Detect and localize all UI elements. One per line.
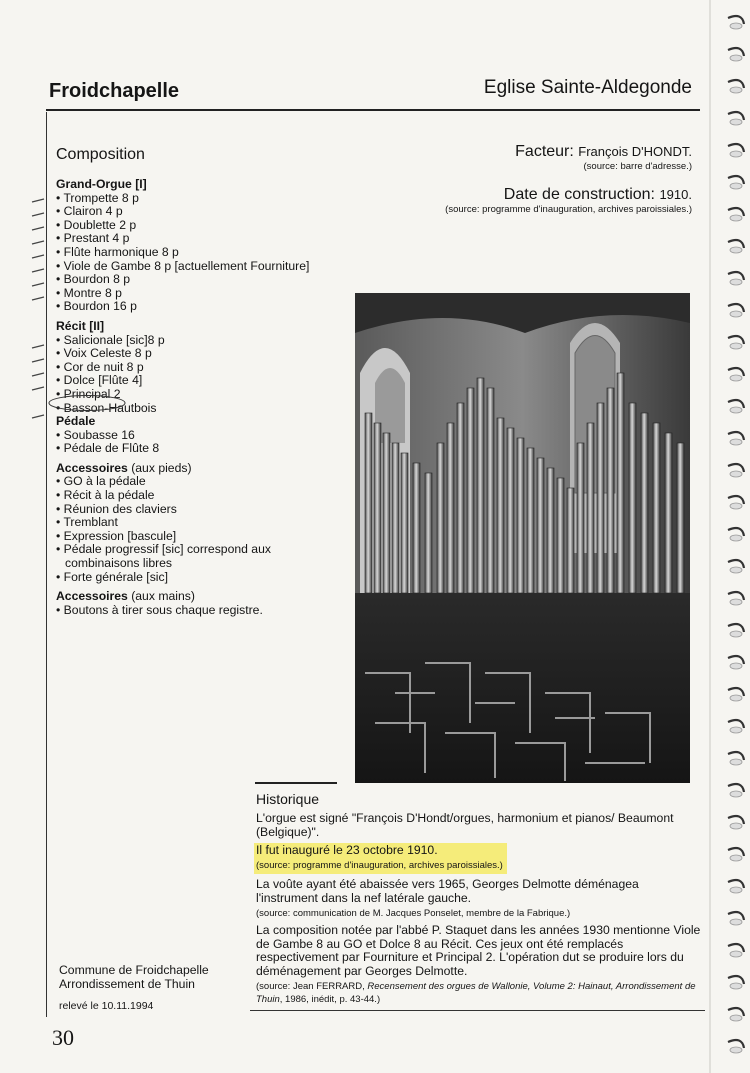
historique-source: [256, 980, 702, 1007]
list-item: • Dolce [Flûte 4]: [56, 374, 346, 388]
historique-source: (source: communication de M. Jacques Ponselet, membre de la Fabrique.): [256, 907, 571, 919]
composition-title: Composition: [56, 146, 145, 163]
accessoires-sub: (aux mains): [131, 589, 195, 604]
recit-heading: Récit [II]: [56, 318, 105, 333]
list-item: • Réunion des claviers: [56, 503, 346, 517]
list-item: • Expression [bascule]: [56, 530, 346, 544]
list-item: • Cor de nuit 8 p: [56, 361, 346, 375]
historique-title: Historique: [256, 791, 320, 807]
facteur-value: François D'HONDT.: [578, 144, 692, 159]
list-item: • Récit à la pédale: [56, 489, 346, 503]
highlighted-text: [254, 843, 507, 874]
commune-line: Arrondissement de Thuin: [59, 977, 195, 991]
list-item: • Doublette 2 p: [56, 219, 346, 233]
list-item: • Tremblant: [56, 516, 346, 530]
page-number: 30: [52, 1025, 74, 1050]
list-item: • Basson-Hautbois: [56, 402, 346, 416]
accessoires-sub: (aux pieds): [131, 460, 192, 475]
accessoires-mains-heading: [56, 590, 346, 604]
facteur-source: (source: barre d'adresse.): [583, 161, 692, 172]
pencil-circle-annotation: [47, 394, 129, 412]
organ-photograph: [355, 293, 690, 783]
list-item: • Clairon 4 p: [56, 205, 346, 219]
historique-text: La composition notée par l'abbé P. Staquet dans les années 1930 mentionne Viole de Gambe 8 au GO et Dolce 8 au Récit. Ces jeux ont été remplacés respectivement par Fourniture et Principal 2. L'opération dut se produire lors du déménagement par Georges Delmotte.: [256, 923, 701, 978]
date-value: 1910.: [659, 187, 692, 202]
list-item: • Principal 2: [56, 388, 346, 402]
date-label: Date de construction:: [503, 186, 655, 203]
list-item: • Pédale de Flûte 8: [56, 442, 346, 456]
list-item: • Forte générale [sic]: [56, 571, 346, 585]
historique-body: [256, 812, 702, 1011]
bottom-rule: [250, 1010, 705, 1011]
inauguration-text: Il fut inauguré le 23 octobre 1910.: [256, 843, 438, 858]
source-text: , 1986, inédit, p. 43-44.): [279, 994, 381, 1006]
facteur-block: [515, 143, 692, 172]
commune-line: Commune de Froidchapelle: [59, 963, 209, 977]
grand-orgue-heading: Grand-Orgue [I]: [56, 177, 147, 191]
historique-text: La voûte ayant été abaissée vers 1965, Georges Delmotte déménagea l'instrument dans la nef latérale gauche.: [256, 877, 639, 905]
releve-date: relevé le 10.11.1994: [59, 1000, 154, 1012]
spiral-binding: [706, 0, 750, 1073]
historique-paragraph: [256, 924, 702, 1007]
list-item: • Viole de Gambe 8 p [actuellement Fourniture]: [56, 260, 346, 274]
list-item: • Pédale progressif [sic] correspond aux combinaisons libres: [56, 543, 346, 570]
historique-paragraph: [256, 878, 702, 920]
commune-block: [59, 963, 209, 991]
list-item: • Bourdon 8 p: [56, 273, 346, 287]
list-item: • Montre 8 p: [56, 287, 346, 301]
list-item: • Salicionale [sic]8 p: [56, 334, 346, 348]
list-item: • Voix Celeste 8 p: [56, 347, 346, 361]
historique-highlight: [256, 843, 702, 874]
inauguration-source: (source: programme d'inauguration, archives paroissiales.): [256, 859, 503, 871]
locality-title: Froidchapelle: [49, 80, 180, 102]
list-item: • Bourdon 16 p: [56, 300, 346, 314]
list-item: • Prestant 4 p: [56, 232, 346, 246]
church-title: Eglise Sainte-Aldegonde: [483, 77, 692, 98]
facteur-label: Facteur:: [515, 143, 574, 160]
list-item: • GO à la pédale: [56, 475, 346, 489]
source-title: Recensement des orgues de Wallonie, Volume 2: Hainaut, Arrondissement de Thuin: [256, 980, 696, 1006]
list-item: • Flûte harmonique 8 p: [56, 246, 346, 260]
accessoires-pieds-heading: [56, 462, 346, 476]
accessoires-label: Accessoires: [56, 589, 128, 604]
historique-paragraph: L'orgue est signé "François D'Hondt/orgues, harmonium et pianos/ Beaumont (Belgique)".: [256, 811, 674, 839]
header-rule: [46, 109, 700, 111]
source-text: (source: Jean FERRARD,: [256, 980, 368, 992]
list-item: • Soubasse 16: [56, 429, 346, 443]
date-source: (source: programme d'inauguration, archives paroissiales.): [445, 204, 692, 215]
accessoires-label: Accessoires: [56, 460, 128, 475]
historique-rule: [255, 782, 337, 784]
pedale-heading: Pédale: [56, 414, 96, 429]
date-block: [445, 186, 692, 215]
list-item: • Boutons à tirer sous chaque registre.: [56, 604, 346, 618]
list-item: • Trompette 8 p: [56, 192, 346, 206]
